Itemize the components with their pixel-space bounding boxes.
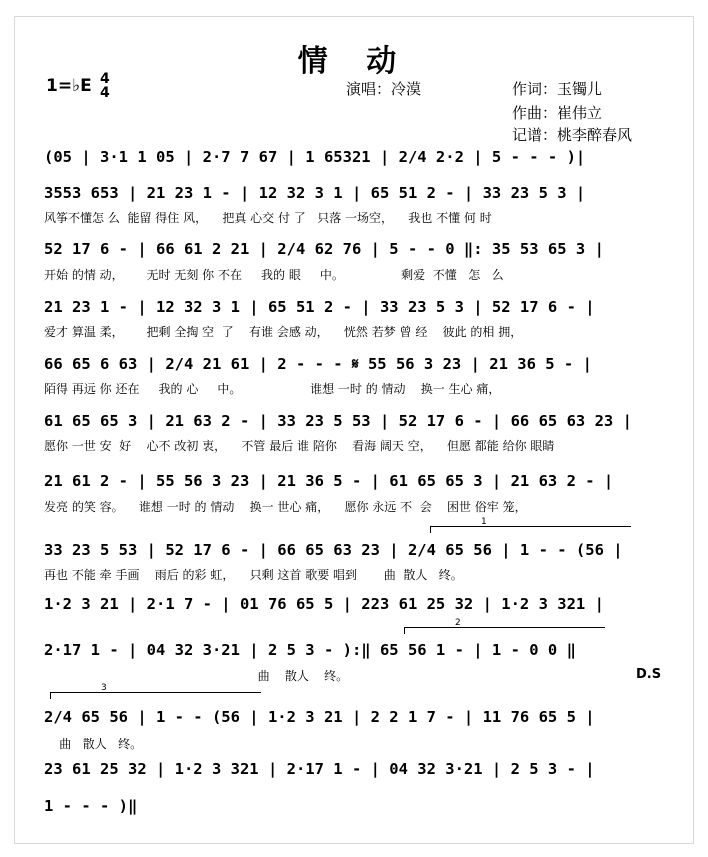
time-signature-top: 4	[100, 71, 110, 87]
transcriber-credit: 记谱：桃李醉春风	[512, 126, 633, 144]
lyric-line-2: 风筝不懂怎 么 能留 得住 风， 把真 心交 付 了 只落 一场空， 我也 不懂 何 时	[44, 211, 492, 225]
singer-credit: 演唱：冷漠	[346, 80, 422, 98]
volta-bracket-2	[404, 618, 605, 634]
time-signature-bottom: 4	[100, 85, 110, 101]
lyric-line-4: 爱才 算温 柔， 把剩 全掏 空 了 有谁 会感 动， 恍然 若梦 曾 经 彼此 的相 拥，	[44, 325, 523, 339]
volta-number-1: 1	[481, 517, 487, 527]
score-line-3: 52 17 6 - | 66 61 2 21 | 2/4 62 76 | 5 - - 0 ‖: 35 53 65 3 |	[44, 240, 604, 258]
lyric-line-3: 开始 的情 动， 无时 无刻 你 不在 我的 眼 中。 剩爱 不懂 怎 么	[44, 268, 504, 282]
score-line-6: 61 65 65 3 | 21 63 2 - | 33 23 5 53 | 52 17 6 - | 66 65 63 23 |	[44, 412, 632, 430]
score-line-2: 3553 653 | 21 23 1 - | 12 32 3 1 | 65 51 2 - | 33 23 5 3 |	[44, 184, 586, 202]
score-line-10: 2·17 1 - | 04 32 3·21 | 2 5 3 - ):‖ 65 56 1 - | 1 - 0 0 ‖	[44, 641, 576, 659]
lyric-line-10: 曲 散人 终。	[44, 669, 349, 683]
volta-number-2: 2	[455, 618, 461, 628]
lyric-line-11: 曲 散人 终。	[44, 737, 143, 751]
score-line-13: 1 - - - )‖	[44, 797, 138, 815]
score-line-11: 2/4 65 56 | 1 - - (56 | 1·2 3 21 | 2 2 1 7 - | 11 76 65 5 |	[44, 708, 595, 726]
key-signature: 1=♭E	[46, 76, 92, 96]
score-line-1: (05 | 3·1 1 05 | 2·7 7 67 | 1 65321 | 2/4 2·2 | 5 - - - )|	[44, 148, 586, 166]
lyric-line-8: 再也 不能 牵 手画 雨后 的彩 虹， 只剩 这首 歌要 唱到 曲 散人 终。	[44, 568, 463, 582]
ds-mark: D.S	[636, 667, 662, 682]
volta-bracket-1	[430, 517, 631, 533]
volta-bracket-3	[50, 683, 261, 699]
score-line-12: 23 61 25 32 | 1·2 3 321 | 2·17 1 - | 04 32 3·21 | 2 5 3 - |	[44, 760, 595, 778]
score-line-4: 21 23 1 - | 12 32 3 1 | 65 51 2 - | 33 23 5 3 | 52 17 6 - |	[44, 298, 595, 316]
lyric-line-7: 发亮 的笑 容。 谁想 一时 的 情动 换一 世心 痛， 愿你 永远 不 会 困世 俗牢 笼，	[44, 500, 527, 514]
lyricist-credit: 作词：玉镯儿	[512, 80, 603, 98]
time-signature	[100, 72, 110, 100]
volta-number-3: 3	[101, 683, 107, 693]
composer-credit: 作曲：崔伟立	[512, 104, 603, 122]
song-title: 情 动	[297, 44, 411, 79]
score-line-7: 21 61 2 - | 55 56 3 23 | 21 36 5 - | 61 65 65 3 | 21 63 2 - |	[44, 472, 614, 490]
score-line-9: 1·2 3 21 | 2·1 7 - | 01 76 65 5 | 223 61 25 32 | 1·2 3 321 |	[44, 595, 604, 613]
score-line-5: 66 65 6 63 | 2/4 21 61 | 2 - - - 𝄋 55 56 3 23 | 21 36 5 - |	[44, 355, 592, 373]
lyric-line-5: 陌得 再远 你 还在 我的 心 中。 谁想 一时 的 情动 换一 生心 痛，	[44, 382, 501, 396]
lyric-line-6: 愿你 一世 安 好 心不 改初 衷， 不管 最后 谁 陪你 看海 阔天 空， 但愿 都能 给你 眼睛	[44, 439, 555, 453]
score-line-8: 33 23 5 53 | 52 17 6 - | 66 65 63 23 | 2/4 65 56 | 1 - - (56 |	[44, 541, 623, 559]
